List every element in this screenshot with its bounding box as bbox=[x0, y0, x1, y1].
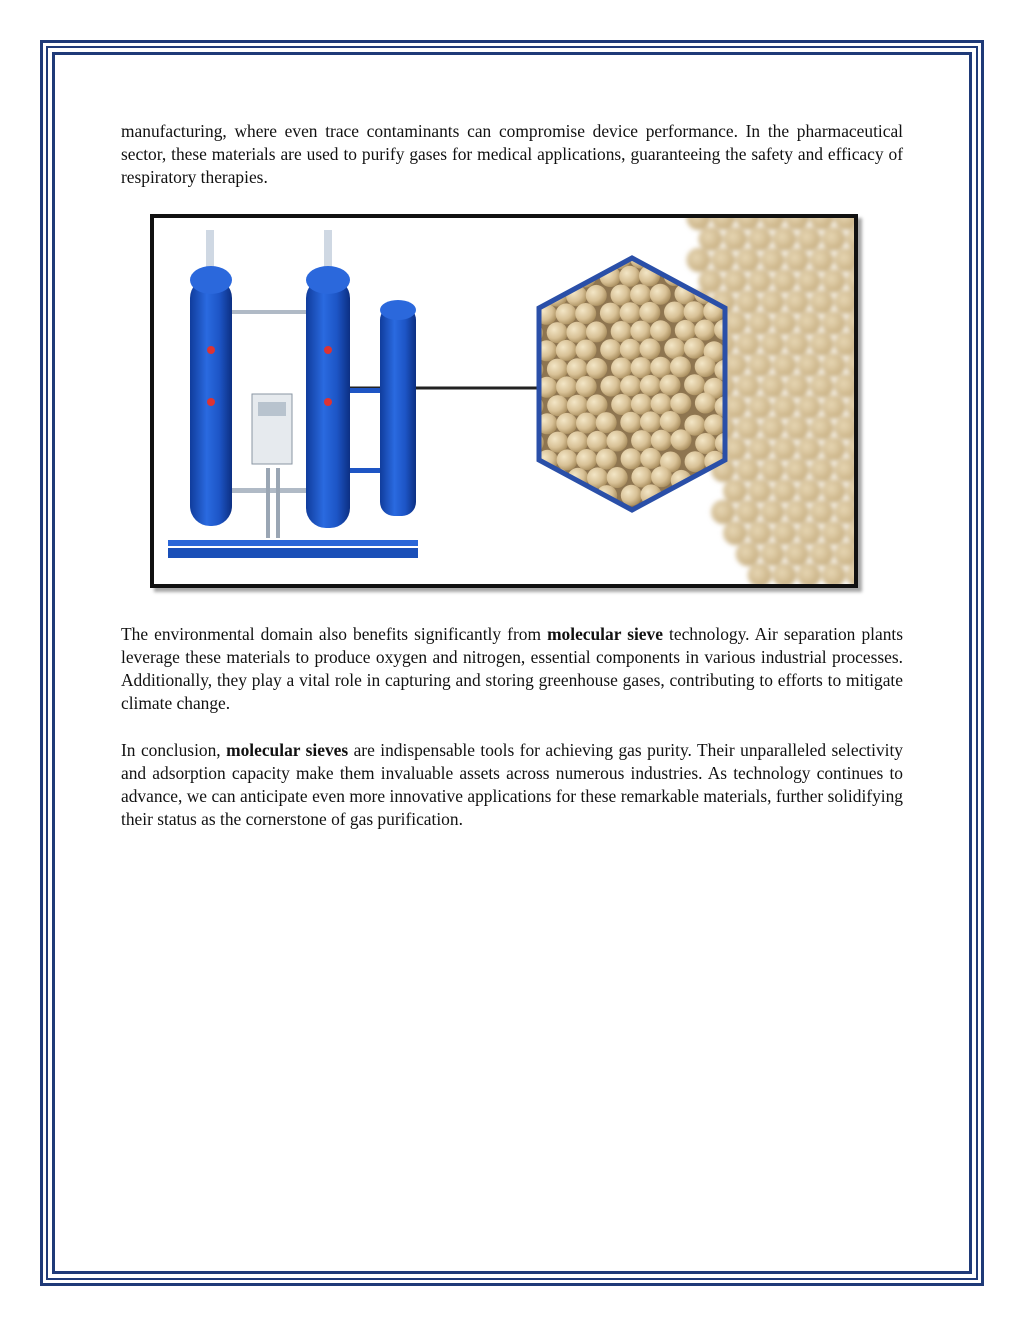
blurred-bead bbox=[760, 458, 784, 482]
blurred-bead bbox=[736, 374, 760, 398]
blurred-bead bbox=[846, 395, 854, 419]
bead bbox=[684, 374, 705, 395]
bead bbox=[660, 375, 681, 396]
blurred-bead bbox=[846, 311, 854, 335]
bead bbox=[575, 303, 596, 324]
bead bbox=[587, 504, 608, 525]
bead bbox=[587, 394, 608, 415]
blurred-bead bbox=[772, 563, 796, 584]
blurred-bead bbox=[736, 248, 760, 272]
blurred-bead bbox=[846, 227, 854, 251]
blurred-bead bbox=[846, 353, 854, 377]
blurred-bead bbox=[736, 500, 760, 524]
blurred-bead bbox=[748, 563, 772, 584]
bead bbox=[621, 448, 642, 469]
blurred-bead bbox=[810, 416, 834, 440]
bead bbox=[631, 394, 652, 415]
blurred-bead bbox=[760, 416, 784, 440]
blurred-bead bbox=[748, 353, 772, 377]
bead bbox=[611, 394, 632, 415]
blurred-bead bbox=[723, 479, 747, 503]
bead bbox=[639, 302, 660, 323]
blurred-bead bbox=[748, 437, 772, 461]
bead bbox=[532, 486, 553, 507]
bead bbox=[556, 340, 577, 361]
bead bbox=[651, 430, 672, 451]
paragraph-environmental bbox=[121, 623, 903, 715]
paragraph-manufacturing: manufacturing, where even trace contaminants can compromise device performance. In the pharmaceutical sector, these materials are used to purify gases for medical applications, guaranteeing the safety and efficacy of respiratory therapies. bbox=[121, 121, 903, 187]
blurred-bead bbox=[748, 311, 772, 335]
bead bbox=[651, 466, 672, 487]
bead bbox=[607, 431, 628, 452]
bead bbox=[695, 356, 716, 377]
blurred-bead bbox=[785, 248, 809, 272]
blurred-bead bbox=[748, 521, 772, 545]
blurred-bead bbox=[834, 416, 854, 440]
blurred-bead bbox=[810, 332, 834, 356]
blurred-bead bbox=[822, 563, 846, 584]
blurred-bead bbox=[822, 437, 846, 461]
bead bbox=[611, 321, 632, 342]
bead bbox=[640, 411, 661, 432]
bead bbox=[664, 338, 685, 359]
bead bbox=[576, 340, 597, 361]
blurred-bead bbox=[699, 269, 723, 293]
bead bbox=[600, 303, 621, 324]
blurred-bead bbox=[772, 353, 796, 377]
bead bbox=[576, 449, 597, 470]
bead bbox=[631, 430, 652, 451]
blurred-bead bbox=[760, 332, 784, 356]
blurred-bead bbox=[772, 395, 796, 419]
bead bbox=[664, 302, 685, 323]
bead bbox=[704, 414, 725, 435]
bead bbox=[685, 451, 706, 472]
bead bbox=[536, 267, 557, 288]
bead bbox=[620, 339, 641, 360]
blurred-bead bbox=[736, 542, 760, 566]
blurred-bead bbox=[772, 521, 796, 545]
bead bbox=[607, 467, 628, 488]
blurred-bead bbox=[760, 290, 784, 314]
blurred-bead bbox=[822, 479, 846, 503]
blurred-bead bbox=[822, 521, 846, 545]
bold-term-molecular-sieves: molecular sieves bbox=[226, 740, 349, 760]
bead bbox=[546, 249, 567, 270]
paragraph-environmental-text-b: technology. Air separation plants leverage these materials to produce oxygen and nitrogen, essential components in various industrial processes. Additionally, they play a vital role in capturing and storing greenhouse gases, contributing to efforts to mitigate climate change. bbox=[121, 624, 903, 713]
bead bbox=[650, 247, 671, 268]
blurred-bead bbox=[797, 437, 821, 461]
bead bbox=[596, 412, 617, 433]
bead bbox=[611, 285, 632, 306]
bead bbox=[547, 432, 568, 453]
blurred-bead bbox=[834, 290, 854, 314]
blurred-bead bbox=[748, 227, 772, 251]
bead bbox=[694, 320, 715, 341]
blurred-bead bbox=[723, 269, 747, 293]
blurred-bead bbox=[810, 248, 834, 272]
bead bbox=[576, 413, 597, 434]
blurred-bead bbox=[822, 227, 846, 251]
blurred-bead bbox=[785, 416, 809, 440]
blurred-bead bbox=[810, 290, 834, 314]
bead bbox=[586, 358, 607, 379]
blurred-bead bbox=[846, 521, 854, 545]
bead bbox=[600, 376, 621, 397]
blurred-bead bbox=[797, 395, 821, 419]
blurred-bead bbox=[736, 290, 760, 314]
bead bbox=[640, 338, 661, 359]
blurred-bead bbox=[736, 416, 760, 440]
blurred-bead bbox=[772, 269, 796, 293]
blurred-bead bbox=[810, 374, 834, 398]
bead bbox=[670, 356, 691, 377]
bead bbox=[586, 285, 607, 306]
blurred-bead bbox=[834, 374, 854, 398]
bead bbox=[695, 393, 716, 414]
blurred-bead bbox=[711, 248, 735, 272]
bead bbox=[557, 486, 578, 507]
blurred-bead bbox=[772, 311, 796, 335]
blurred-bead bbox=[772, 479, 796, 503]
blurred-bead bbox=[723, 227, 747, 251]
bead bbox=[651, 503, 672, 524]
document-body bbox=[121, 120, 903, 189]
bead bbox=[630, 284, 651, 305]
bead bbox=[620, 375, 641, 396]
bead bbox=[555, 267, 576, 288]
blurred-bead bbox=[834, 458, 854, 482]
blurred-bead bbox=[797, 521, 821, 545]
bead bbox=[600, 339, 621, 360]
bead bbox=[650, 357, 671, 378]
bead bbox=[547, 395, 568, 416]
bead bbox=[596, 449, 617, 470]
blurred-bead bbox=[834, 332, 854, 356]
bead bbox=[631, 357, 652, 378]
bead bbox=[566, 249, 587, 270]
bead bbox=[684, 301, 705, 322]
bead bbox=[547, 322, 568, 343]
bead bbox=[631, 467, 652, 488]
paragraph-conclusion-text-a: In conclusion, bbox=[121, 740, 227, 760]
bead bbox=[522, 246, 543, 267]
bead bbox=[547, 359, 568, 380]
paragraph-conclusion bbox=[121, 739, 903, 831]
blurred-bead bbox=[760, 542, 784, 566]
bead bbox=[586, 321, 607, 342]
bead bbox=[630, 321, 651, 342]
blurred-bead bbox=[810, 500, 834, 524]
bead bbox=[586, 248, 607, 269]
blurred-bead bbox=[772, 227, 796, 251]
molecular-sieve-illustration bbox=[154, 218, 854, 584]
blurred-bead bbox=[785, 500, 809, 524]
bead bbox=[650, 284, 671, 305]
blurred-bead bbox=[846, 437, 854, 461]
bead bbox=[660, 411, 681, 432]
blurred-bead bbox=[846, 479, 854, 503]
bead bbox=[695, 433, 716, 454]
blurred-bead bbox=[785, 332, 809, 356]
blurred-bead bbox=[748, 395, 772, 419]
blurred-bead bbox=[834, 248, 854, 272]
blurred-bead bbox=[822, 269, 846, 293]
blurred-bead bbox=[785, 290, 809, 314]
blurred-bead bbox=[785, 542, 809, 566]
blurred-bead bbox=[760, 374, 784, 398]
bead bbox=[619, 266, 640, 287]
paragraph-conclusion-text-b: are indispensable tools for achieving gas purity. Their unparalleled selectivity and adsorption capacity make them invaluable assets across numerous industries. As technology continues to advance, we can anticipate even more innovative applications for these remarkable materials, further solidifying their status as the cornerstone of gas purification. bbox=[121, 740, 904, 829]
blurred-bead bbox=[822, 353, 846, 377]
bead bbox=[556, 376, 577, 397]
blurred-bead bbox=[736, 458, 760, 482]
blurred-bead bbox=[797, 269, 821, 293]
blurred-bead bbox=[760, 500, 784, 524]
blurred-bead bbox=[736, 332, 760, 356]
paragraph-environmental-text-a: The environmental domain also benefits significantly from bbox=[121, 624, 548, 644]
blurred-bead bbox=[748, 269, 772, 293]
blurred-bead bbox=[785, 374, 809, 398]
bead bbox=[576, 376, 597, 397]
bead bbox=[670, 393, 691, 414]
blurred-bead bbox=[797, 227, 821, 251]
blurred-bead bbox=[772, 437, 796, 461]
adsorption-tanks bbox=[168, 230, 418, 558]
figure-container bbox=[150, 214, 864, 594]
blurred-bead bbox=[822, 395, 846, 419]
bead bbox=[543, 505, 564, 526]
bead bbox=[671, 506, 692, 527]
bead bbox=[685, 488, 706, 509]
bead bbox=[621, 485, 642, 506]
blurred-bead bbox=[748, 479, 772, 503]
blurred-bead bbox=[797, 353, 821, 377]
blurred-bead bbox=[834, 542, 854, 566]
blurred-bead bbox=[711, 500, 735, 524]
bold-term-molecular-sieve: molecular sieve bbox=[547, 624, 663, 644]
blurred-bead bbox=[785, 458, 809, 482]
blurred-bead bbox=[797, 311, 821, 335]
blurred-bead bbox=[797, 479, 821, 503]
bead bbox=[620, 412, 641, 433]
bead bbox=[556, 413, 577, 434]
molecular-sieve-figure bbox=[150, 214, 858, 588]
bead bbox=[568, 504, 589, 525]
blurred-bead bbox=[699, 227, 723, 251]
bead bbox=[675, 320, 696, 341]
blurred-bead bbox=[723, 521, 747, 545]
blurred-bead bbox=[822, 311, 846, 335]
bead bbox=[557, 449, 578, 470]
blurred-bead bbox=[846, 269, 854, 293]
blurred-bead bbox=[797, 563, 821, 584]
bead bbox=[640, 448, 661, 469]
blurred-bead bbox=[810, 542, 834, 566]
bead bbox=[684, 338, 705, 359]
bead bbox=[640, 375, 661, 396]
bead bbox=[650, 320, 671, 341]
blurred-bead bbox=[846, 563, 854, 584]
bead bbox=[611, 358, 632, 379]
bead bbox=[522, 286, 543, 307]
blurred-bead bbox=[687, 248, 711, 272]
bead bbox=[523, 469, 544, 490]
blurred-bead bbox=[760, 248, 784, 272]
bead bbox=[523, 505, 544, 526]
blurred-bead bbox=[810, 458, 834, 482]
bead bbox=[620, 302, 641, 323]
blurred-bead bbox=[834, 500, 854, 524]
bead bbox=[671, 429, 692, 450]
bead bbox=[556, 303, 577, 324]
